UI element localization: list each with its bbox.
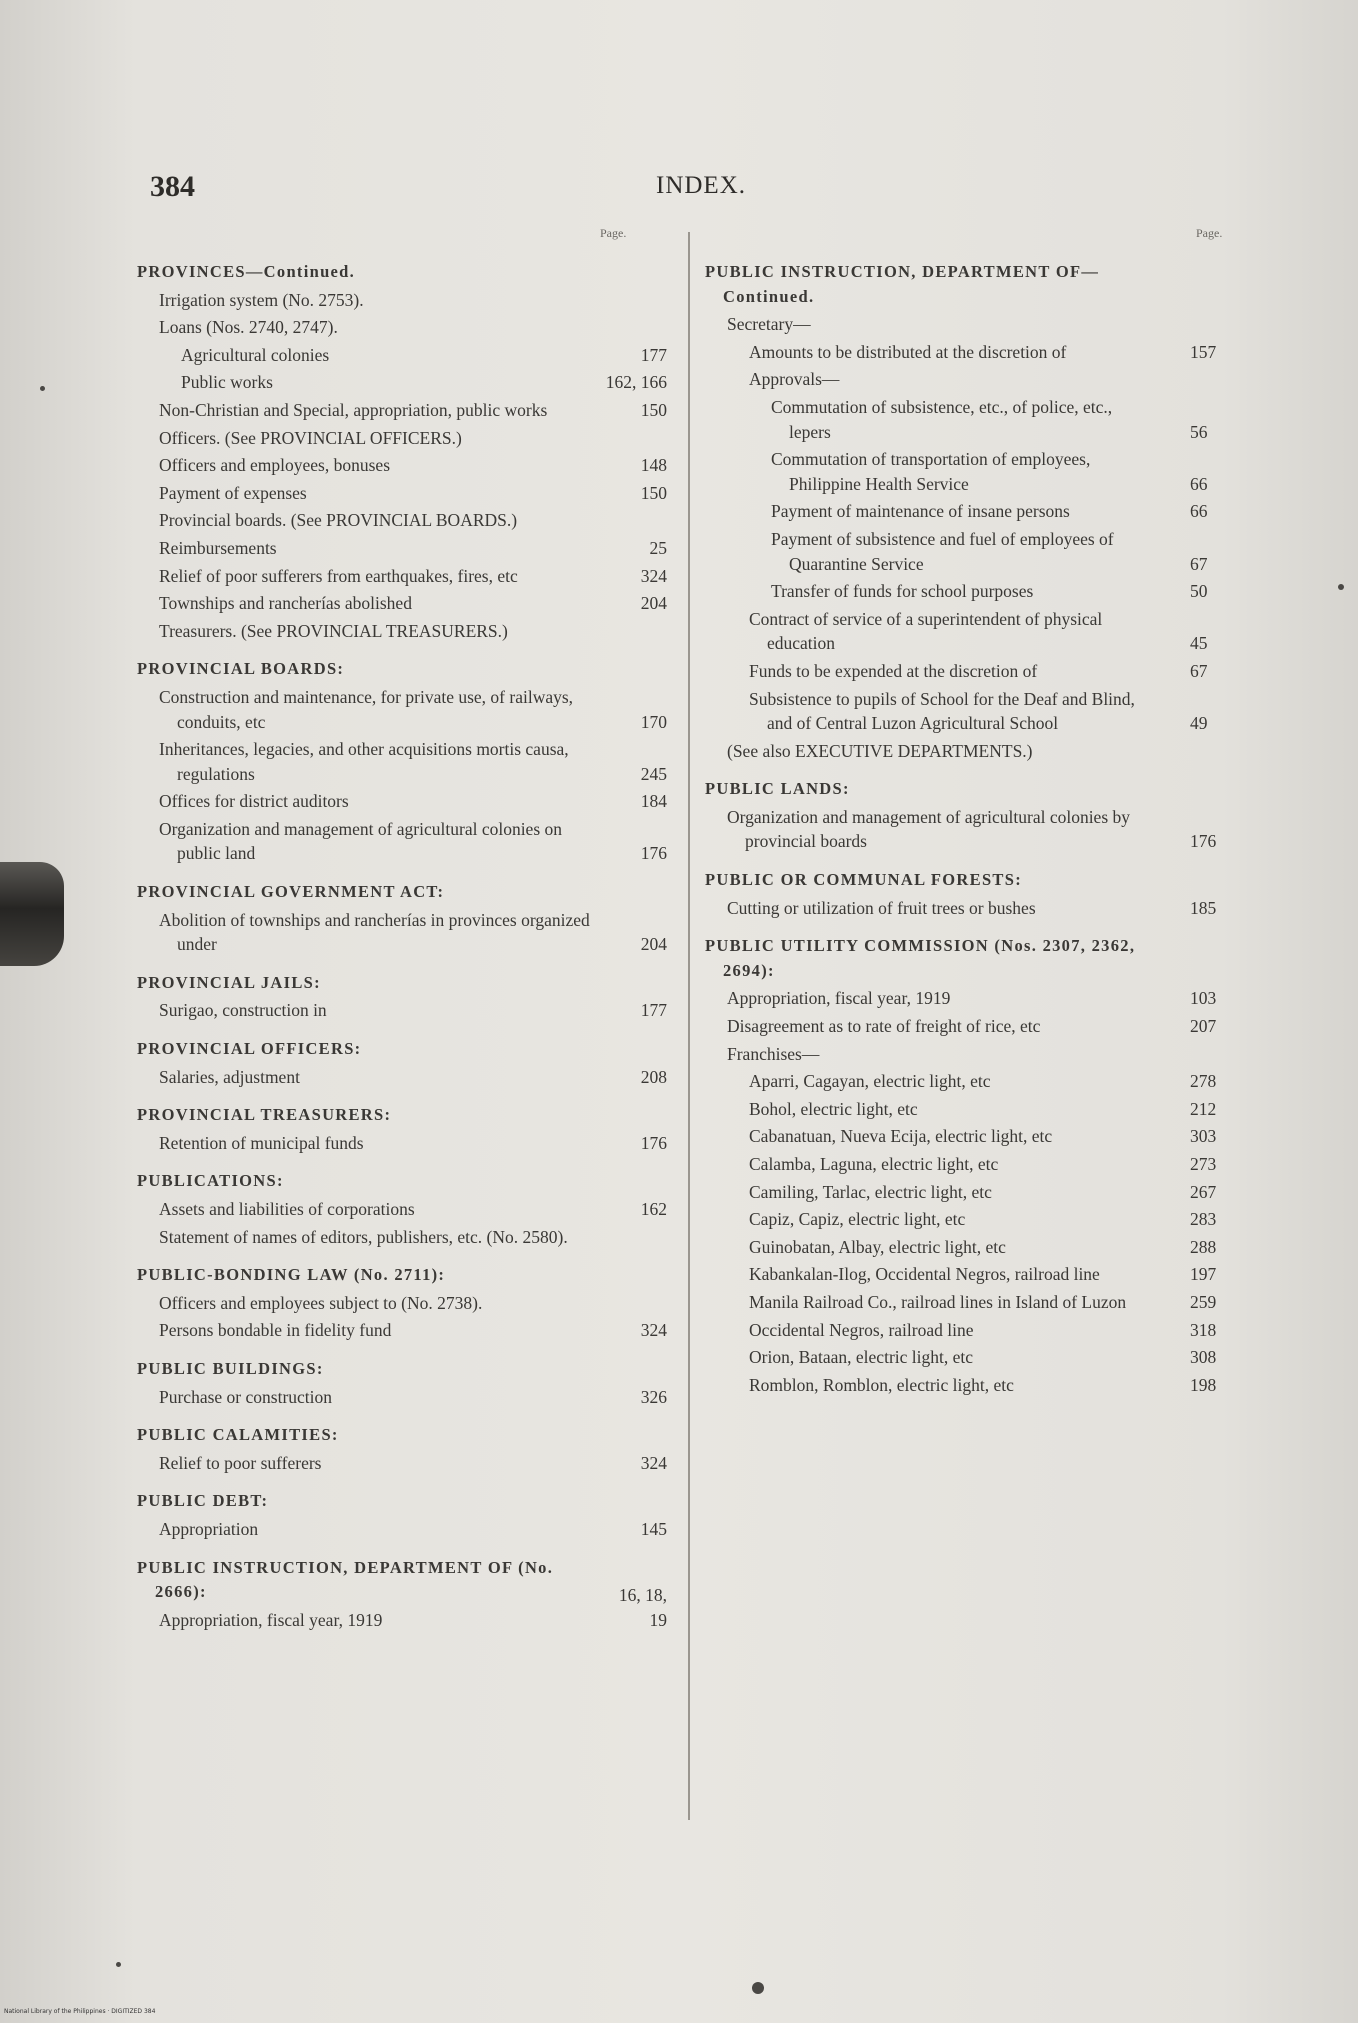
- index-heading: [137, 1357, 667, 1382]
- index-entry: [705, 1180, 1240, 1205]
- index-entry-page: 25: [649, 537, 667, 558]
- index-heading: [137, 1037, 667, 1062]
- index-entry-page: 212: [1190, 1098, 1217, 1119]
- index-entry-page: 288: [1190, 1236, 1217, 1257]
- index-entry-text: Officers and employees subject to (No. 2738).: [159, 1292, 483, 1313]
- index-entry-page: 67: [1190, 660, 1208, 681]
- index-entry-text: PROVINCIAL OFFICERS:: [137, 1039, 362, 1059]
- index-heading: [137, 971, 667, 996]
- index-entry: [137, 564, 667, 589]
- index-entry: [705, 1345, 1240, 1370]
- index-entry-text: (See also EXECUTIVE DEPARTMENTS.): [727, 740, 1033, 761]
- index-entry-page: 176: [1190, 831, 1217, 852]
- index-entry: [137, 908, 667, 957]
- index-entry-page: 170: [640, 711, 667, 732]
- index-entry-page: 177: [640, 1000, 667, 1021]
- index-entry-text: PUBLIC BUILDINGS:: [137, 1358, 324, 1378]
- index-entry: [705, 1152, 1240, 1177]
- index-entry-page: 324: [640, 565, 667, 586]
- index-entry-page: 273: [1190, 1154, 1217, 1174]
- index-entry-text: Relief of poor sufferers from earthquakes, fires, etc: [159, 565, 518, 586]
- index-entry-page: 318: [1190, 1319, 1217, 1340]
- index-entry-text: Kabankalan-Ilog, Occidental Negros, railroad line: [749, 1264, 1100, 1285]
- right-page-label: Page.: [1196, 226, 1223, 240]
- index-entry-page: 177: [640, 344, 667, 365]
- index-entry-page: 150: [640, 482, 667, 503]
- index-entry-text: PUBLIC INSTRUCTION, DEPARTMENT OF (No. 2666):: [137, 1557, 554, 1602]
- index-entry: [705, 1235, 1240, 1260]
- index-entry: [705, 1069, 1240, 1094]
- index-entry-text: Payment of subsistence and fuel of employees of Quarantine Service: [771, 528, 1114, 574]
- scan-speck: [752, 1982, 764, 1994]
- index-entry: [137, 789, 667, 814]
- index-entry-text: Cabanatuan, Nueva Ecija, electric light, etc: [749, 1126, 1053, 1147]
- index-entry: [137, 370, 667, 395]
- index-heading: [705, 934, 1240, 983]
- index-entry: [137, 591, 667, 616]
- left-page-label: Page.: [600, 226, 627, 240]
- index-entry-page: 278: [1190, 1071, 1217, 1092]
- index-entry-text: Aparri, Cagayan, electric light, etc: [749, 1071, 991, 1092]
- scan-footer-note: National Library of the Philippines · DIGITIZED 384: [4, 2008, 156, 2015]
- index-entry-text: Abolition of townships and rancherías in provinces organized under: [159, 909, 590, 955]
- index-entry-text: PROVINCIAL JAILS:: [137, 972, 321, 992]
- index-entry-text: Cutting or utilization of fruit trees or bushes: [727, 897, 1036, 918]
- index-entry-text: Organization and management of agricultural colonies on public land: [159, 818, 563, 864]
- index-entry-text: Officers. (See PROVINCIAL OFFICERS.): [159, 427, 462, 448]
- index-entry-text: PUBLIC-BONDING LAW (No. 2711):: [137, 1265, 446, 1285]
- index-entry-page: 162: [640, 1199, 667, 1219]
- index-entry: [137, 1291, 667, 1316]
- index-entry-text: Franchises—: [727, 1043, 820, 1064]
- index-heading: [137, 1423, 667, 1448]
- index-entry: [705, 659, 1240, 684]
- index-entry: [705, 527, 1240, 576]
- index-entry-page: 259: [1190, 1291, 1217, 1312]
- index-entry-page: 324: [640, 1452, 667, 1473]
- index-entry-text: Secretary—: [727, 314, 811, 335]
- index-entry: [705, 1097, 1240, 1122]
- index-entry: [705, 312, 1240, 337]
- index-entry-text: Funds to be expended at the discretion of: [749, 660, 1038, 681]
- index-entry-text: Retention of municipal funds: [159, 1132, 364, 1153]
- index-entry-text: Non-Christian and Special, appropriation, public works: [159, 399, 548, 420]
- index-heading: [137, 260, 667, 285]
- index-entry-text: Capiz, Capiz, electric light, etc: [749, 1209, 966, 1230]
- index-entry-page: 103: [1190, 988, 1217, 1009]
- index-entry-page: 49: [1190, 713, 1208, 734]
- index-entry-page: 204: [640, 934, 667, 955]
- index-entry: [705, 1290, 1240, 1315]
- index-entry-text: Surigao, construction in: [159, 1000, 327, 1021]
- index-entry: [137, 817, 667, 866]
- index-entry: [137, 315, 667, 340]
- index-entry-page: 148: [640, 455, 667, 476]
- index-entry: [137, 398, 667, 423]
- index-entry-text: Appropriation, fiscal year, 1919: [727, 988, 951, 1009]
- index-entry: [705, 896, 1240, 921]
- index-entry-text: PROVINCIAL TREASURERS:: [137, 1105, 392, 1125]
- index-entry-text: Offices for district auditors: [159, 791, 349, 812]
- index-entry-text: Persons bondable in fidelity fund: [159, 1320, 392, 1341]
- index-entry-text: Orion, Bataan, electric light, etc: [749, 1347, 974, 1368]
- index-entry: [705, 1262, 1240, 1287]
- index-entry: [705, 805, 1240, 854]
- index-entry: [705, 499, 1240, 524]
- binding-clip-shadow: [0, 862, 64, 966]
- index-entry: [705, 1014, 1240, 1039]
- index-entry: [137, 1517, 667, 1542]
- index-entry: [137, 536, 667, 561]
- index-entry-text: Disagreement as to rate of freight of rice, etc: [727, 1016, 1041, 1037]
- index-entry: [705, 1373, 1240, 1398]
- index-entry: [137, 619, 667, 644]
- index-entry: [137, 685, 667, 734]
- index-entry-page: 56: [1190, 421, 1208, 442]
- index-entry-text: PUBLIC DEBT:: [137, 1491, 269, 1511]
- index-entry-text: Treasurers. (See PROVINCIAL TREASURERS.): [159, 620, 508, 641]
- index-entry-page: 184: [640, 791, 667, 812]
- index-entry-page: 45: [1190, 633, 1208, 654]
- index-entry-text: PUBLIC LANDS:: [705, 779, 850, 799]
- index-entry-text: Amounts to be distributed at the discretion of: [749, 341, 1067, 362]
- index-entry: [137, 1197, 667, 1222]
- index-entry-page: 326: [640, 1386, 667, 1407]
- index-entry: [137, 1225, 667, 1250]
- index-entry-text: Payment of expenses: [159, 482, 307, 503]
- index-entry-page: 50: [1190, 581, 1208, 602]
- index-heading: [705, 260, 1240, 309]
- index-entry: [137, 453, 667, 478]
- index-entry: [705, 1124, 1240, 1149]
- index-entry-page: 157: [1190, 341, 1217, 362]
- index-entry: [137, 737, 667, 786]
- index-entry-text: Appropriation: [159, 1518, 259, 1539]
- index-entry-page: 150: [640, 399, 667, 420]
- index-entry: [705, 607, 1240, 656]
- left-column: [137, 246, 667, 1635]
- index-entry-text: Guinobatan, Albay, electric light, etc: [749, 1236, 1006, 1257]
- scan-speck: [40, 386, 45, 391]
- index-heading: [137, 1556, 667, 1605]
- index-entry: [705, 1318, 1240, 1343]
- index-entry-text: Camiling, Tarlac, electric light, etc: [749, 1181, 992, 1202]
- index-entry: [137, 1318, 667, 1343]
- index-entry-text: Manila Railroad Co., railroad lines in Island of Luzon: [749, 1291, 1127, 1312]
- index-entry-page: 245: [640, 763, 667, 784]
- index-entry: [137, 288, 667, 313]
- index-heading: [137, 1263, 667, 1288]
- index-entry: [705, 1042, 1240, 1067]
- index-entry-page: 198: [1190, 1374, 1217, 1395]
- running-head: INDEX.: [656, 172, 747, 199]
- index-entry-text: Inheritances, legacies, and other acquisitions mortis causa, regulations: [159, 739, 569, 784]
- column-divider: [688, 232, 690, 1820]
- index-entry-page: 197: [1190, 1264, 1217, 1285]
- index-entry-text: PROVINCIAL BOARDS:: [137, 659, 345, 679]
- index-entry-page: 176: [640, 843, 667, 864]
- index-entry-page: 207: [1190, 1016, 1217, 1037]
- index-heading: [137, 880, 667, 905]
- index-entry-page: 145: [640, 1518, 667, 1539]
- index-heading: [137, 1489, 667, 1514]
- index-entry-text: Contract of service of a superintendent of physical education: [749, 608, 1103, 654]
- index-entry-text: PUBLICATIONS:: [137, 1171, 284, 1191]
- index-heading: [705, 868, 1240, 893]
- index-entry-text: Appropriation, fiscal year, 1919: [159, 1609, 383, 1630]
- index-entry-page: 283: [1190, 1209, 1217, 1230]
- index-entry-text: Occidental Negros, railroad line: [749, 1319, 974, 1340]
- index-entry-page: 303: [1190, 1126, 1217, 1147]
- index-entry: [137, 343, 667, 368]
- index-entry-text: Townships and rancherías abolished: [159, 593, 412, 614]
- scan-speck: [116, 1962, 121, 1967]
- index-entry-page: 66: [1190, 473, 1208, 494]
- index-entry-page: 204: [640, 593, 667, 614]
- index-entry: [137, 1585, 667, 1633]
- index-entry: [705, 986, 1240, 1011]
- index-entry-text: Purchase or construction: [159, 1386, 333, 1407]
- index-entry-page: 208: [640, 1066, 667, 1087]
- index-entry-text: Public works: [181, 372, 273, 393]
- index-entry-text: PROVINCES—Continued.: [137, 262, 356, 281]
- index-entry-text: Commutation of transportation of employees, Philippine Health Service: [771, 449, 1091, 494]
- index-entry-text: Agricultural colonies: [181, 344, 330, 365]
- index-entry-page: 267: [1190, 1181, 1217, 1202]
- index-entry: [137, 1385, 667, 1410]
- index-entry-text: Organization and management of agricultural colonies by provincial boards: [727, 806, 1131, 852]
- index-entry-text: PROVINCIAL GOVERNMENT ACT:: [137, 882, 445, 902]
- right-column: [705, 246, 1240, 1400]
- index-entry-text: Relief to poor sufferers: [159, 1452, 322, 1473]
- index-entry: [137, 1451, 667, 1476]
- index-entry-text: Irrigation system (No. 2753).: [159, 289, 364, 310]
- index-entry-text: Loans (Nos. 2740, 2747).: [159, 317, 338, 338]
- index-entry-page: 176: [640, 1132, 667, 1153]
- index-entry-text: Provincial boards. (See PROVINCIAL BOARDS.): [159, 510, 518, 531]
- index-entry: [137, 481, 667, 506]
- index-entry-text: Payment of maintenance of insane persons: [771, 501, 1070, 522]
- index-heading: [137, 1169, 667, 1194]
- index-heading: [705, 777, 1240, 802]
- index-entry: [705, 367, 1240, 392]
- index-entry-text: PUBLIC OR COMMUNAL FORESTS:: [705, 870, 1022, 890]
- scan-speck: [1338, 584, 1344, 590]
- index-entry-text: PUBLIC CALAMITIES:: [137, 1425, 339, 1445]
- index-entry-text: Transfer of funds for school purposes: [771, 581, 1034, 602]
- index-entry-page: 324: [640, 1320, 667, 1341]
- index-entry: [137, 998, 667, 1023]
- index-entry: [137, 1065, 667, 1090]
- index-entry-text: Commutation of subsistence, etc., of police, etc., lepers: [771, 396, 1113, 442]
- index-entry-text: Construction and maintenance, for private use, of railways, conduits, etc: [159, 686, 574, 732]
- index-entry-text: Romblon, Romblon, electric light, etc: [749, 1374, 1014, 1395]
- index-entry-page: 67: [1190, 553, 1208, 574]
- index-entry-page: 66: [1190, 501, 1208, 522]
- index-entry-text: Officers and employees, bonuses: [159, 455, 391, 476]
- index-entry-text: PUBLIC UTILITY COMMISSION (Nos. 2307, 2362, 2694):: [705, 936, 1136, 980]
- index-entry: [705, 687, 1240, 736]
- index-entry-page: 185: [1190, 897, 1217, 918]
- page-number: 384: [150, 170, 195, 203]
- index-entry-text: PUBLIC INSTRUCTION, DEPARTMENT OF—Continued.: [705, 262, 1100, 306]
- index-entry-text: Approvals—: [749, 369, 840, 390]
- index-entry: [137, 508, 667, 533]
- index-entry: [705, 447, 1240, 496]
- index-entry-text: Subsistence to pupils of School for the Deaf and Blind, and of Central Luzon Agricultural School: [749, 688, 1135, 734]
- index-entry: [705, 395, 1240, 444]
- index-entry: [705, 340, 1240, 365]
- index-heading: [137, 657, 667, 682]
- index-entry: [705, 1207, 1240, 1232]
- index-entry-text: Reimbursements: [159, 537, 277, 558]
- index-entry: [137, 426, 667, 451]
- index-entry-page: 16, 18, 19: [618, 1585, 667, 1630]
- index-entry-text: Assets and liabilities of corporations: [159, 1199, 415, 1219]
- index-entry-page: 308: [1190, 1347, 1217, 1368]
- index-entry: [705, 579, 1240, 604]
- index-entry: [137, 1131, 667, 1156]
- index-heading: [137, 1103, 667, 1128]
- index-entry: [705, 739, 1240, 764]
- index-entry-text: Salaries, adjustment: [159, 1066, 300, 1087]
- index-entry-text: Bohol, electric light, etc: [749, 1098, 918, 1119]
- index-entry-page: 162, 166: [605, 372, 667, 393]
- index-entry-text: Calamba, Laguna, electric light, etc: [749, 1154, 999, 1174]
- index-entry-text: Statement of names of editors, publishers, etc. (No. 2580).: [159, 1226, 568, 1247]
